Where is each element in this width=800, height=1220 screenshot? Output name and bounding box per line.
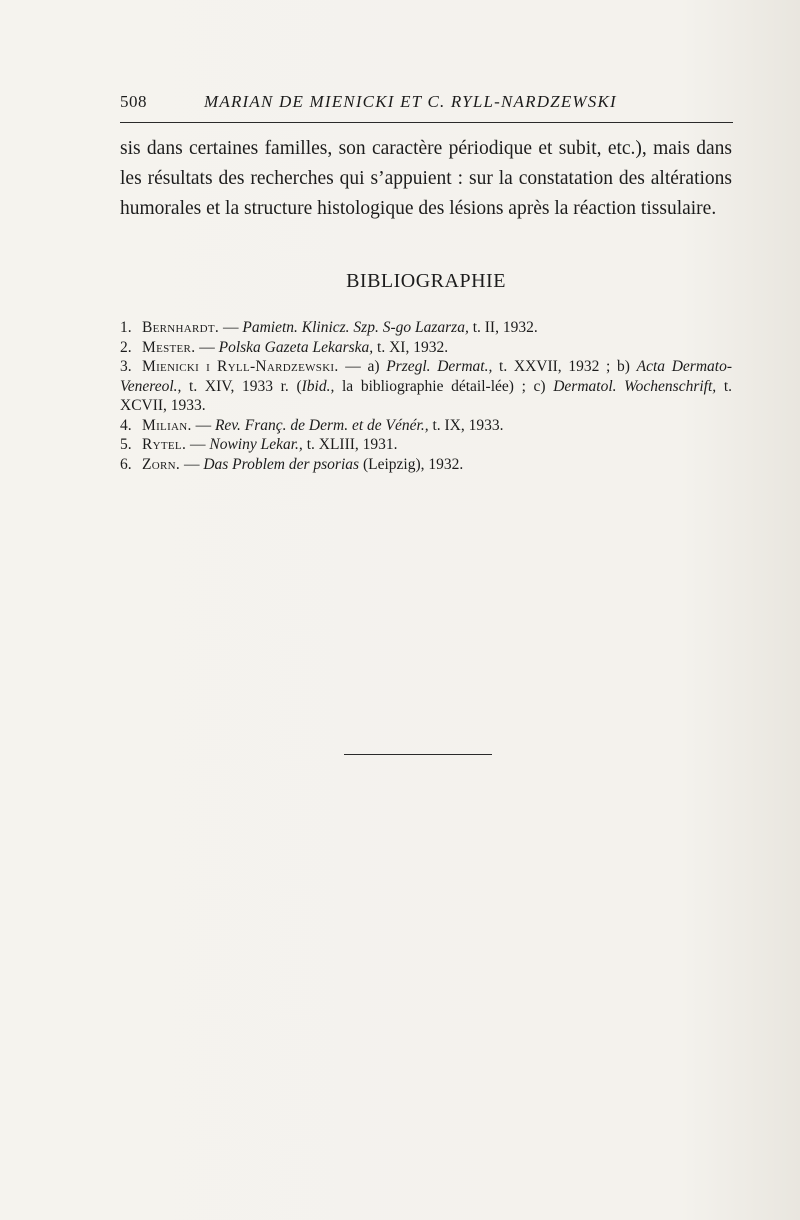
entry-details: t. XLIII, 1931.	[302, 436, 398, 453]
entry-number: 1.	[120, 319, 132, 336]
bibliography-entry	[120, 416, 732, 436]
bibliography-list	[120, 318, 732, 474]
entry-title: Pamietn. Klinicz. Szp. S-go Lazarza,	[242, 319, 469, 336]
bibliography-entry	[120, 357, 732, 416]
section-title: BIBLIOGRAPHIE	[346, 270, 506, 292]
entry-author: Mienicki i Ryll-Nardzewski.	[142, 358, 339, 375]
entry-separator: —	[180, 455, 204, 473]
entry-title: Das Problem der psorias	[203, 455, 360, 473]
entry-number: 3.	[120, 358, 132, 375]
entry-number: 5.	[120, 436, 132, 453]
entry-details: la bibliographie détail-lée) ; c)	[334, 377, 554, 395]
bibliography-entry	[120, 318, 732, 338]
entry-separator: —	[195, 338, 219, 356]
page-number: 508	[120, 92, 147, 111]
entry-author: Mester.	[142, 338, 196, 356]
running-title: MARIAN DE MIENICKI ET C. RYLL-NARDZEWSKI	[204, 92, 617, 111]
entry-title: Acta Dermato-Venereol.,	[120, 358, 732, 395]
body-paragraph: sis dans certaines familles, son caractère périodique et subit, etc.), mais dans les résultats des recherches qui s’appuient : sur la constatation des altérations humorales et la structure histologique des lésions après la réaction tissulaire.	[120, 138, 732, 219]
entry-details: t. XIV, 1933 r. (	[181, 377, 302, 395]
entry-details: t. IX, 1933.	[428, 416, 504, 434]
entry-ibid: Ibid.,	[301, 377, 335, 395]
entry-title: Polska Gazeta Lekarska,	[218, 338, 374, 356]
entry-separator: —	[191, 416, 215, 434]
entry-details: t. XCVII, 1933.	[120, 377, 733, 414]
bibliography-entry	[120, 338, 732, 358]
entry-title: Dermatol. Wochenschrift,	[553, 377, 717, 395]
entry-author: Rytel.	[142, 436, 187, 453]
entry-separator: —	[186, 436, 210, 453]
entry-number: 6.	[120, 455, 132, 473]
header-rule	[120, 122, 733, 123]
entry-author: Zorn.	[142, 455, 181, 473]
end-rule	[344, 754, 492, 755]
entry-separator: — a)	[338, 358, 387, 375]
bibliography-entry	[120, 435, 732, 455]
entry-number: 2.	[120, 338, 132, 356]
bibliography-entry	[120, 455, 732, 475]
entry-author: Bernhardt.	[142, 319, 220, 336]
entry-details: t. II, 1932.	[468, 319, 538, 336]
entry-details: (Leipzig), 1932.	[359, 455, 464, 473]
entry-subpart-label: b)	[617, 358, 637, 375]
entry-details: t. XXVII, 1932 ;	[492, 358, 611, 375]
page-header	[120, 92, 732, 118]
entry-details: t. XI, 1932.	[373, 338, 449, 356]
body-text	[120, 134, 732, 224]
entry-title: Przegl. Dermat.,	[386, 358, 493, 375]
entry-title: Rev. Franç. de Derm. et de Vénér.,	[214, 416, 429, 434]
entry-author: Milian.	[142, 416, 192, 434]
entry-title: Nowiny Lekar.,	[209, 436, 303, 453]
entry-separator: —	[219, 319, 243, 336]
entry-number: 4.	[120, 416, 132, 434]
